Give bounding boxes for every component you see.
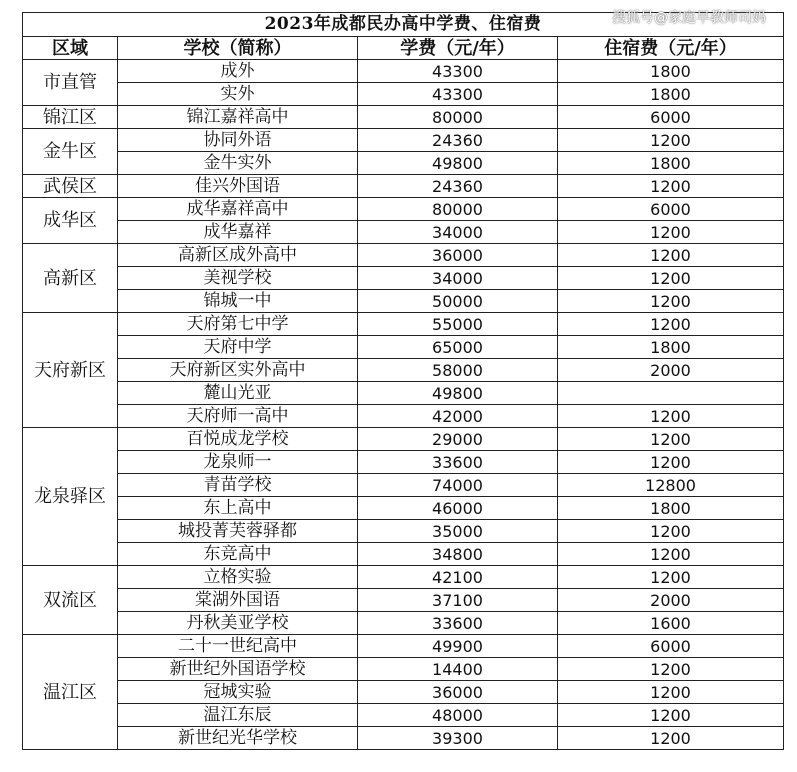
- table-row: [23, 681, 784, 704]
- tuition-cell: 33600: [358, 612, 558, 635]
- watermark-text: 搜狐号@家庭早教师司妈: [612, 10, 766, 26]
- boarding-cell: [558, 382, 784, 405]
- boarding-cell: 6000: [558, 635, 784, 658]
- tuition-cell: 29000: [358, 428, 558, 451]
- tuition-cell: 58000: [358, 359, 558, 382]
- boarding-cell: 1200: [558, 543, 784, 566]
- tuition-cell: 24360: [358, 129, 558, 152]
- table-row: [23, 497, 784, 520]
- school-name-cell: 成外: [118, 60, 358, 83]
- boarding-cell: 2000: [558, 589, 784, 612]
- school-name-cell: 天府中学: [118, 336, 358, 359]
- tuition-cell: 14400: [358, 658, 558, 681]
- school-name-cell: 高新区成外高中: [118, 244, 358, 267]
- table-row: [23, 244, 784, 267]
- district-cell: 双流区: [23, 566, 118, 635]
- school-name-cell: 天府第七中学: [118, 313, 358, 336]
- tuition-cell: 49800: [358, 382, 558, 405]
- boarding-cell: 2000: [558, 359, 784, 382]
- school-name-cell: 城投菁芙蓉驿都: [118, 520, 358, 543]
- school-name-cell: 立格实验: [118, 566, 358, 589]
- district-cell: 温江区: [23, 635, 118, 750]
- table-row: [23, 60, 784, 83]
- district-cell: 武侯区: [23, 175, 118, 198]
- table-row: [23, 152, 784, 175]
- boarding-cell: 1600: [558, 612, 784, 635]
- school-name-cell: 麓山光亚: [118, 382, 358, 405]
- table-row: [23, 405, 784, 428]
- boarding-cell: 1200: [558, 428, 784, 451]
- table-row: [23, 267, 784, 290]
- school-name-cell: 丹秋美亚学校: [118, 612, 358, 635]
- header-tuition: 学费（元/年）: [358, 37, 558, 60]
- tuition-cell: 34000: [358, 221, 558, 244]
- school-name-cell: 美视学校: [118, 267, 358, 290]
- header-school: 学校（简称）: [118, 37, 358, 60]
- boarding-cell: 1200: [558, 405, 784, 428]
- tuition-cell: 42100: [358, 566, 558, 589]
- tuition-cell: 35000: [358, 520, 558, 543]
- table-row: [23, 382, 784, 405]
- school-name-cell: 龙泉师一: [118, 451, 358, 474]
- boarding-cell: 1800: [558, 60, 784, 83]
- boarding-cell: 1200: [558, 175, 784, 198]
- tuition-cell: 34800: [358, 543, 558, 566]
- tuition-cell: 80000: [358, 106, 558, 129]
- district-cell: 金牛区: [23, 129, 118, 175]
- district-cell: 市直管: [23, 60, 118, 106]
- school-name-cell: 冠城实验: [118, 681, 358, 704]
- header-district: 区域: [23, 37, 118, 60]
- school-name-cell: 锦城一中: [118, 290, 358, 313]
- school-name-cell: 金牛实外: [118, 152, 358, 175]
- boarding-cell: 1200: [558, 244, 784, 267]
- district-cell: 成华区: [23, 198, 118, 244]
- school-name-cell: 天府师一高中: [118, 405, 358, 428]
- tuition-cell: 50000: [358, 290, 558, 313]
- table-row: [23, 635, 784, 658]
- table-title: 2023年成都民办高中学费、住宿费: [23, 13, 784, 37]
- tuition-cell: 55000: [358, 313, 558, 336]
- school-name-cell: 百悦成龙学校: [118, 428, 358, 451]
- table-row: [23, 83, 784, 106]
- boarding-cell: 6000: [558, 198, 784, 221]
- table-row: [23, 175, 784, 198]
- school-name-cell: 东上高中: [118, 497, 358, 520]
- tuition-cell: 74000: [358, 474, 558, 497]
- boarding-cell: 1800: [558, 336, 784, 359]
- school-name-cell: 天府新区实外高中: [118, 359, 358, 382]
- tuition-cell: 24360: [358, 175, 558, 198]
- district-cell: 龙泉驿区: [23, 428, 118, 566]
- table-row: [23, 198, 784, 221]
- tuition-cell: 33600: [358, 451, 558, 474]
- tuition-cell: 48000: [358, 704, 558, 727]
- tuition-cell: 36000: [358, 681, 558, 704]
- table-row: [23, 474, 784, 497]
- boarding-cell: 1200: [558, 520, 784, 543]
- boarding-cell: 1800: [558, 497, 784, 520]
- header-row: [23, 37, 784, 60]
- tuition-cell: 43300: [358, 83, 558, 106]
- tuition-cell: 42000: [358, 405, 558, 428]
- header-boarding: 住宿费（元/年）: [558, 37, 784, 60]
- boarding-cell: 1200: [558, 290, 784, 313]
- table-row: [23, 336, 784, 359]
- boarding-cell: 1200: [558, 681, 784, 704]
- school-name-cell: 二十一世纪高中: [118, 635, 358, 658]
- fees-table: [22, 12, 784, 750]
- boarding-cell: 1200: [558, 658, 784, 681]
- table-row: [23, 612, 784, 635]
- boarding-cell: 1200: [558, 267, 784, 290]
- table-row: [23, 704, 784, 727]
- boarding-cell: 1200: [558, 221, 784, 244]
- tuition-cell: 43300: [358, 60, 558, 83]
- boarding-cell: 1800: [558, 83, 784, 106]
- school-name-cell: 协同外语: [118, 129, 358, 152]
- tuition-cell: 80000: [358, 198, 558, 221]
- district-cell: 高新区: [23, 244, 118, 313]
- table-row: [23, 129, 784, 152]
- table-row: [23, 290, 784, 313]
- school-name-cell: 锦江嘉祥高中: [118, 106, 358, 129]
- boarding-cell: 6000: [558, 106, 784, 129]
- table-row: [23, 658, 784, 681]
- school-name-cell: 青苗学校: [118, 474, 358, 497]
- tuition-cell: 65000: [358, 336, 558, 359]
- boarding-cell: 1200: [558, 129, 784, 152]
- boarding-cell: 12800: [558, 474, 784, 497]
- district-cell: 天府新区: [23, 313, 118, 428]
- table-row: [23, 566, 784, 589]
- table-row: [23, 451, 784, 474]
- school-name-cell: 佳兴外国语: [118, 175, 358, 198]
- school-name-cell: 东竞高中: [118, 543, 358, 566]
- school-name-cell: 实外: [118, 83, 358, 106]
- table-row: [23, 589, 784, 612]
- table-row: [23, 543, 784, 566]
- school-name-cell: 成华嘉祥: [118, 221, 358, 244]
- tuition-cell: 37100: [358, 589, 558, 612]
- table-row: [23, 727, 784, 750]
- school-name-cell: 新世纪光华学校: [118, 727, 358, 750]
- tuition-cell: 46000: [358, 497, 558, 520]
- boarding-cell: 1200: [558, 313, 784, 336]
- fees-table-body: [23, 13, 784, 750]
- district-cell: 锦江区: [23, 106, 118, 129]
- table-row: [23, 359, 784, 382]
- boarding-cell: 1200: [558, 451, 784, 474]
- boarding-cell: 1800: [558, 152, 784, 175]
- table-row: [23, 221, 784, 244]
- table-row: [23, 313, 784, 336]
- tuition-cell: 49900: [358, 635, 558, 658]
- tuition-cell: 34000: [358, 267, 558, 290]
- boarding-cell: 1200: [558, 704, 784, 727]
- table-row: [23, 428, 784, 451]
- tuition-cell: 49800: [358, 152, 558, 175]
- table-row: [23, 520, 784, 543]
- boarding-cell: 1200: [558, 566, 784, 589]
- school-name-cell: 棠湖外国语: [118, 589, 358, 612]
- tuition-cell: 39300: [358, 727, 558, 750]
- school-name-cell: 温江东辰: [118, 704, 358, 727]
- boarding-cell: 1200: [558, 727, 784, 750]
- school-name-cell: 新世纪外国语学校: [118, 658, 358, 681]
- table-row: [23, 106, 784, 129]
- tuition-cell: 36000: [358, 244, 558, 267]
- school-name-cell: 成华嘉祥高中: [118, 198, 358, 221]
